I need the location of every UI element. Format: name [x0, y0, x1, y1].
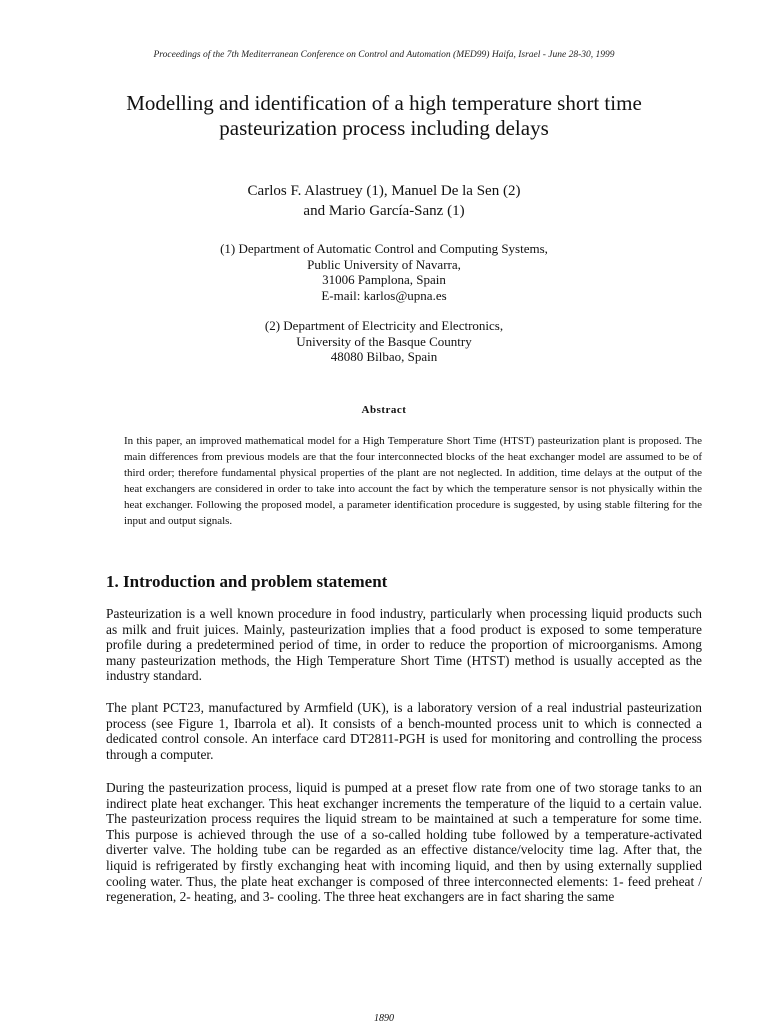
- paper-title-line: Modelling and identification of a high temperature short time: [126, 91, 642, 115]
- body-paragraph: During the pasteurization process, liquid is pumped at a preset flow rate from one of two storage tanks to an indirect plate heat exchanger. This heat exchanger increments the temperature of the liquid to a certain value. The pasteurization process requires the liquid stream to be maintained at such a temperature for some time. This purpose is achieved through the use of a so-called holding tube followed by a temperature-activated diverter valve. The holding tube can be regarded as an effective distance/velocity time lag. After that, the liquid is refrigerated by firstly exchanging heat with incoming liquid, and then by using externally supplied cooling water. Thus, the plate heat exchanger is composed of three interconnected elements: 1- feed preheat / regeneration, 2- heating, and 3- cooling. The three heat exchangers are in fact sharing the same: [106, 780, 702, 905]
- affiliation-2: [0, 318, 768, 365]
- affiliation-line: (1) Department of Automatic Control and Computing Systems,: [220, 241, 548, 256]
- affiliation-line: Public University of Navarra,: [307, 256, 461, 272]
- abstract-text: In this paper, an improved mathematical model for a High Temperature Short Time (HTST) pasteurization plant is proposed. The main differences from previous models are that the four interconnected blocks of the heat exchanger model are assumed to be of third order; therefore fundamental physical properties of the plant are not neglected. In addition, time delays at the output of the heat exchangers are considered in order to take into account the fact by which the temperature sensor is not physically within the heat exchanger. Following the proposed model, a parameter identification procedure is suggested, by using stable filtering for the input and output signals.: [124, 435, 702, 528]
- body-paragraph: The plant PCT23, manufactured by Armfield (UK), is a laboratory version of a real industrial pasteurization process (see Figure 1, Ibarrola et al). It consists of a bench-mounted process unit to which is connected a dedicated control console. An interface card DT2811-PGH is used for monitoring and controlling the process through a computer.: [106, 700, 702, 762]
- affiliation-line: (2) Department of Electricity and Electronics,: [264, 318, 504, 333]
- affiliation-email: E-mail: karlos@upna.es: [321, 287, 447, 303]
- affiliation-line: University of the Basque Country: [296, 333, 472, 349]
- author-line: and Mario García-Sanz (1): [303, 203, 465, 219]
- abstract-heading: Abstract: [361, 404, 407, 416]
- paper-title-line: pasteurization process including delays: [219, 116, 549, 140]
- author-list: [0, 181, 768, 221]
- affiliation-line: 31006 Pamplona, Spain: [322, 272, 446, 288]
- section-heading: 1. Introduction and problem statement: [106, 572, 388, 591]
- running-head: Proceedings of the 7th Mediterranean Conference on Control and Automation (MED99) Haifa, Israel - June 28-30, 1999: [153, 50, 615, 60]
- body-paragraph: Pasteurization is a well known procedure in food industry, particularly when processing liquid products such as milk and fruit juices. Mainly, pasteurization implies that a food product is exposed to some temperature profile during a predetermined period of time, in order to reduce the proportion of microorganisms. Among many pasteurization methods, the High Temperature Short Time (HTST) method is usually accepted as the industry standard.: [106, 606, 702, 684]
- paper-title: [60, 91, 708, 141]
- affiliation-line: 48080 Bilbao, Spain: [330, 349, 438, 365]
- affiliation-1: [0, 241, 768, 303]
- author-line: Carlos F. Alastruey (1), Manuel De la Sen (2): [247, 183, 521, 199]
- page-number: 1890: [374, 1013, 394, 1024]
